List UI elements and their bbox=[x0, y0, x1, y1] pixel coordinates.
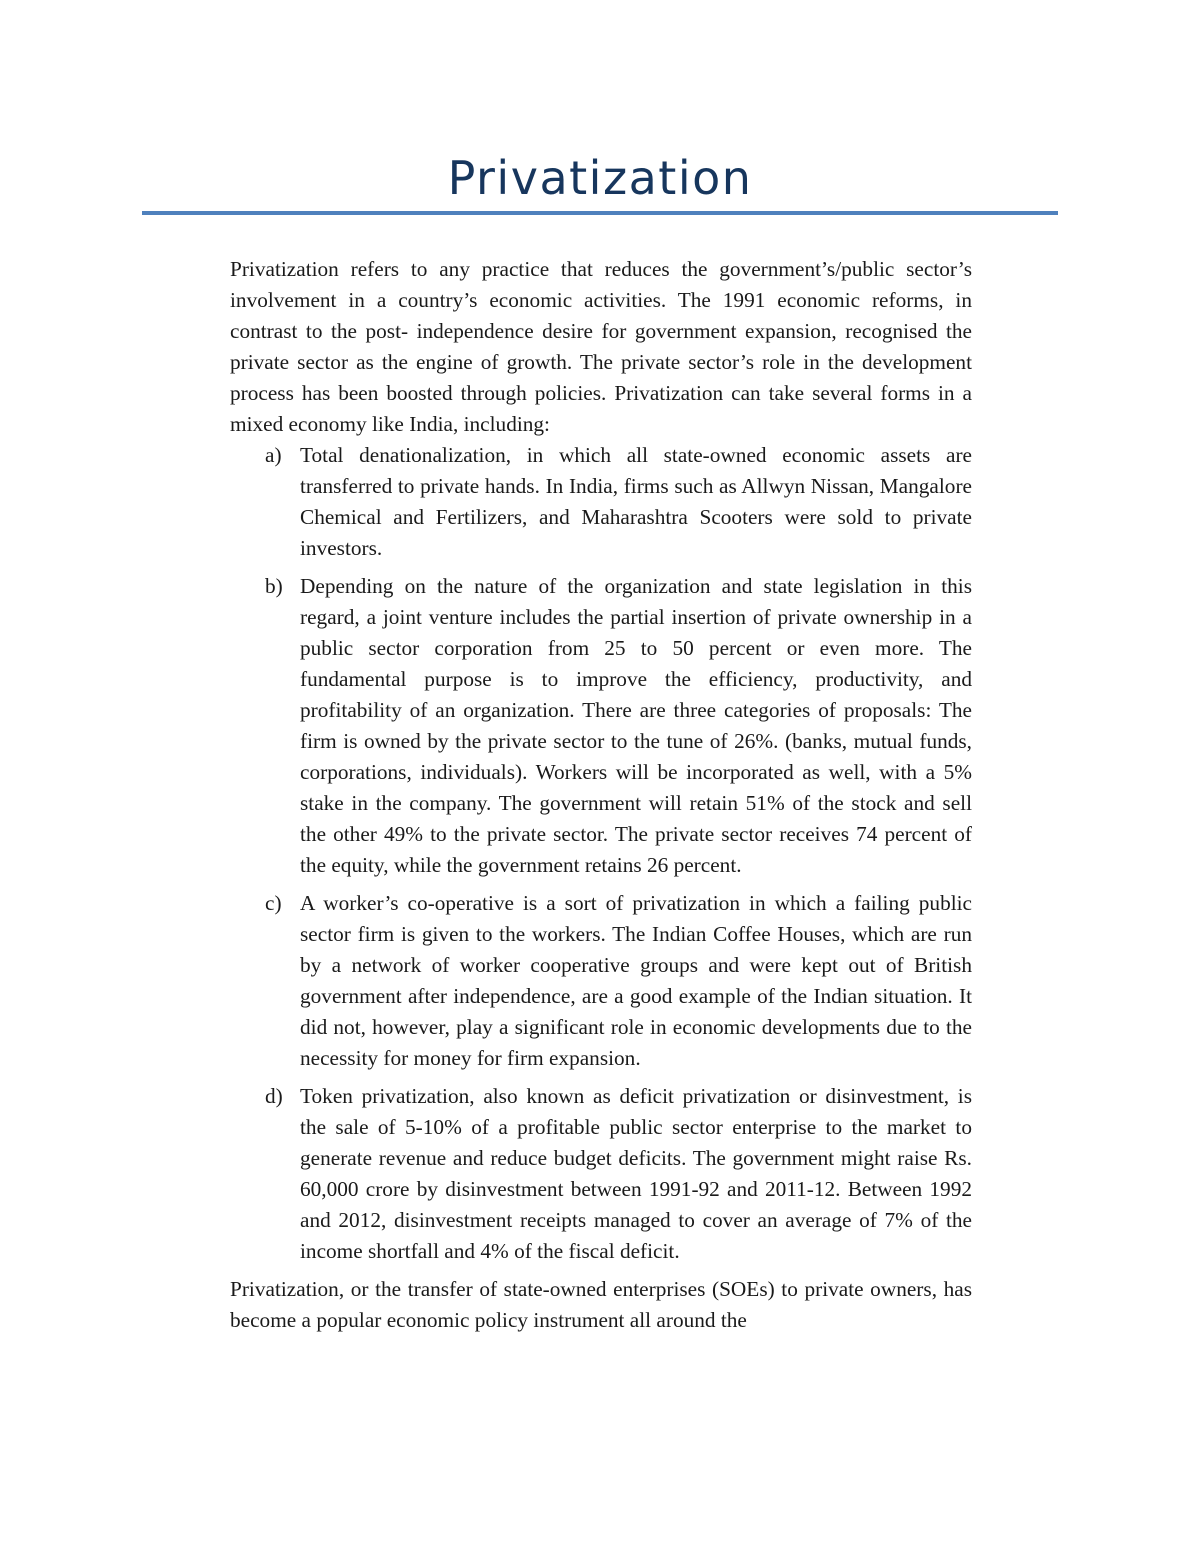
intro-paragraph: Privatization refers to any practice that reduces the government’s/public sector’s involvement in a country’s economic activities. The 1991 economic reforms, in contrast to the post- independence desire for government expansion, recognised the private sector as the engine of growth. The private sector’s role in the development process has been boosted through policies. Privatization can take several forms in a mixed economy like India, including: bbox=[230, 257, 972, 436]
list-item bbox=[230, 888, 972, 1074]
privatization-forms-list bbox=[230, 440, 972, 1267]
list-item bbox=[230, 1081, 972, 1267]
list-marker: c) bbox=[265, 891, 282, 915]
title-underline-divider bbox=[142, 211, 1058, 215]
list-marker: d) bbox=[265, 1084, 283, 1108]
list-item-text: Token privatization, also known as deficit privatization or disinvestment, is the sale of 5-10% of a profitable public sector enterprise to the market to generate revenue and reduce budget deficits. The government might raise Rs. 60,000 crore by disinvestment between 1991-92 and 2011-12. Between 1992 and 2012, disinvestment receipts managed to cover an average of 7% of the income shortfall and 4% of the fiscal deficit. bbox=[300, 1084, 972, 1263]
page-title: Privatization bbox=[447, 151, 753, 205]
document-body bbox=[230, 254, 972, 1336]
closing-paragraph: Privatization, or the transfer of state-owned enterprises (SOEs) to private owners, has become a popular economic policy instrument all around the bbox=[230, 1277, 972, 1332]
list-item-text: Total denationalization, in which all state-owned economic assets are transferred to private hands. In India, firms such as Allwyn Nissan, Mangalore Chemical and Fertilizers, and Maharashtra Scooters were sold to private investors. bbox=[300, 443, 972, 560]
list-marker: b) bbox=[265, 574, 283, 598]
list-item bbox=[230, 571, 972, 881]
list-item-text: Depending on the nature of the organization and state legislation in this regard, a joint venture includes the partial insertion of private ownership in a public sector corporation from 25 to 50 percent or even more. The fundamental purpose is to improve the efficiency, productivity, and profitability of an organization. There are three categories of proposals: The firm is owned by the private sector to the tune of 26%. (banks, mutual funds, corporations, individuals). Workers will be incorporated as well, with a 5% stake in the company. The government will retain 51% of the stock and sell the other 49% to the private sector. The private sector receives 74 percent of the equity, while the government retains 26 percent. bbox=[300, 574, 972, 877]
list-marker: a) bbox=[265, 443, 282, 467]
list-item-text: A worker’s co-operative is a sort of privatization in which a failing public sector firm is given to the workers. The Indian Coffee Houses, which are run by a network of worker cooperative groups and were kept out of British government after independence, are a good example of the Indian situation. It did not, however, play a significant role in economic developments due to the necessity for money for firm expansion. bbox=[300, 891, 972, 1070]
list-item bbox=[230, 440, 972, 564]
